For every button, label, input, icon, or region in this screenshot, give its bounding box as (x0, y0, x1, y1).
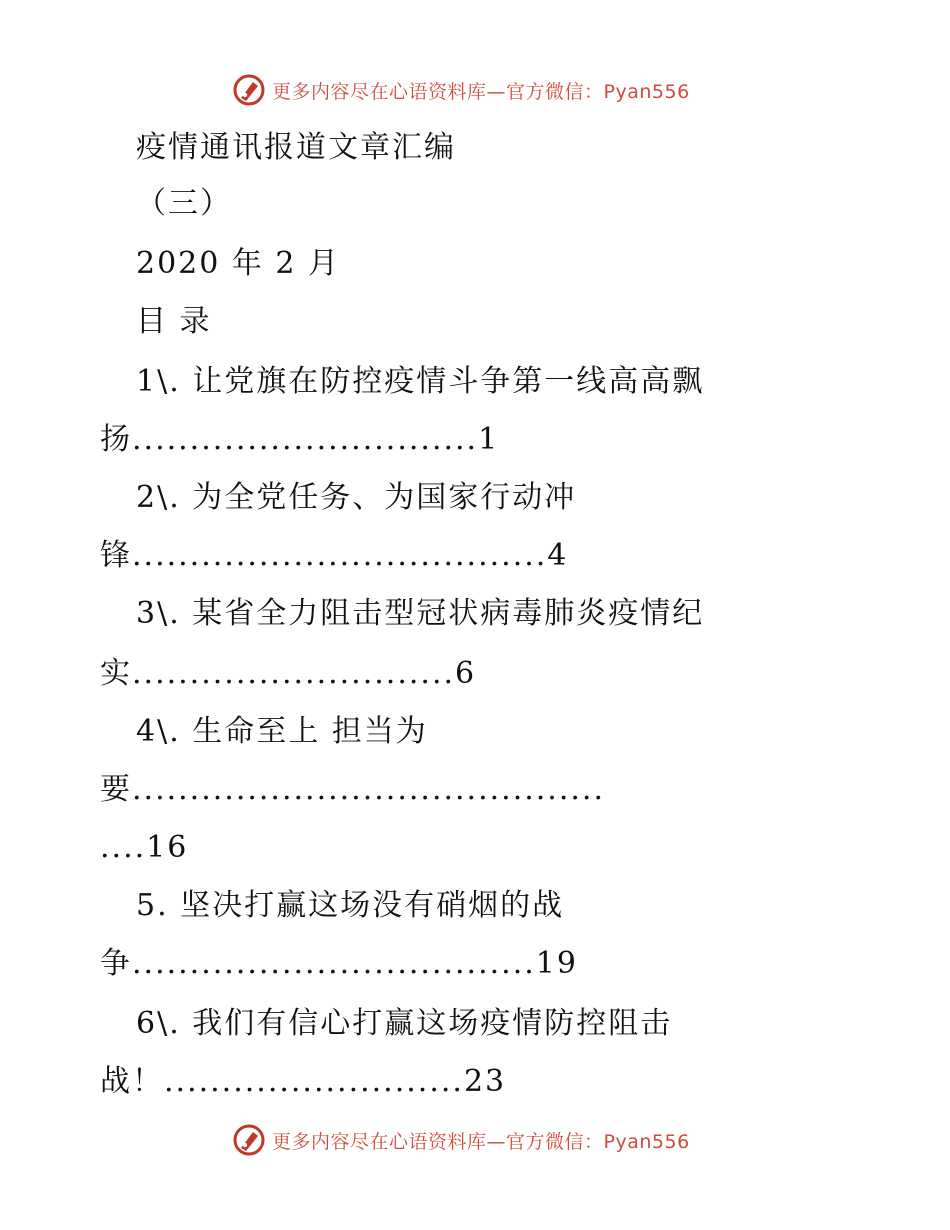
watermark-text: 更多内容尽在心语资料库—官方微信：Pyan556 (272, 1130, 690, 1153)
toc-entry-6-title: 6\. 我们有信心打赢这场疫情防控阻击 (136, 1006, 673, 1041)
document-title: 疫情通讯报道文章汇编 (136, 130, 456, 165)
toc-entry-6-leader: 战！..........................23 (100, 1064, 507, 1099)
toc-entry-1-leader: 扬..............................1 (100, 422, 500, 457)
watermark-text: 更多内容尽在心语资料库—官方微信：Pyan556 (272, 80, 690, 103)
toc-heading: 目 录 (136, 304, 212, 339)
toc-entry-5-title: 5. 坚决打赢这场没有硝烟的战 (136, 888, 565, 923)
document-subtitle: （三） (136, 186, 232, 221)
footer-watermark (232, 1122, 690, 1158)
toc-entry-1-title: 1\. 让党旗在防控疫情斗争第一线高高飘 (136, 364, 705, 399)
toc-entry-4-leader: 要......................................... (100, 772, 605, 807)
toc-entry-2-title: 2\. 为全党任务、为国家行动冲 (136, 480, 577, 515)
toc-entry-5-leader: 争...................................19 (100, 946, 578, 981)
pen-logo-icon (232, 73, 266, 107)
toc-entry-2-leader: 锋....................................4 (100, 538, 569, 573)
toc-entry-3-title: 3\. 某省全力阻击型冠状病毒肺炎疫情纪 (136, 596, 705, 631)
toc-entry-4-title: 4\. 生命至上 担当为 (136, 714, 428, 749)
document-date: 2020 年 2 月 (136, 246, 341, 281)
toc-entry-4-leader-cont: ....16 (100, 830, 189, 865)
toc-entry-3-leader: 实............................6 (100, 656, 477, 691)
pen-logo-icon (232, 1123, 266, 1157)
header-watermark (232, 72, 690, 108)
